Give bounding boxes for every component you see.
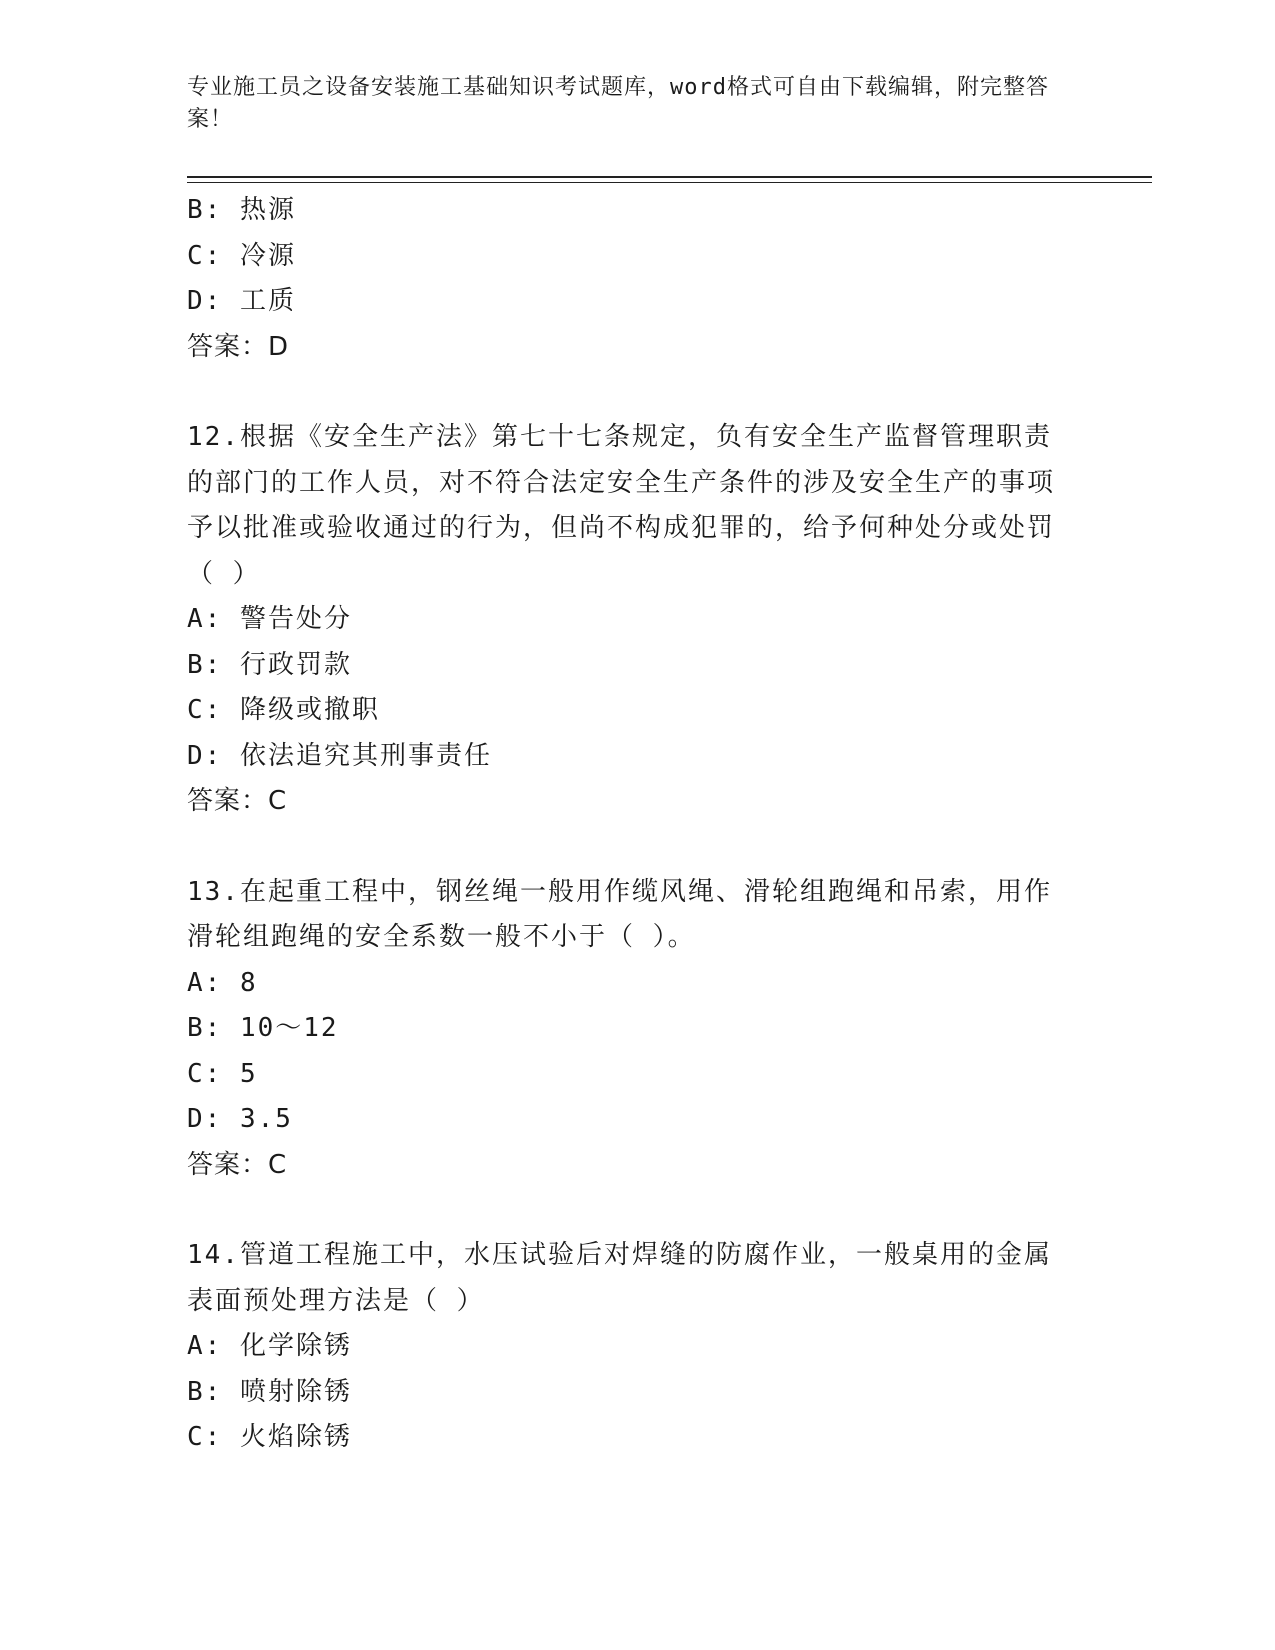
option-b: B: 喷射除锈 <box>187 1376 352 1407</box>
answer: 答案：D <box>187 331 290 362</box>
option-b: B: 10～12 <box>187 1013 339 1043</box>
spacer <box>187 370 1077 415</box>
option-d: D: 工质 <box>187 286 296 316</box>
header-divider-thick <box>187 176 1152 178</box>
option-c: C: 降级或撤职 <box>187 695 380 725</box>
header-title: 专业施工员之设备安装施工基础知识考试题库，word格式可自由下载编辑，附完整答案！ <box>187 75 1049 132</box>
option-a: A: 化学除锈 <box>187 1331 352 1361</box>
answer: 答案：C <box>187 786 288 816</box>
option-c: C: 5 <box>187 1058 258 1089</box>
header-divider-thin <box>187 182 1152 183</box>
question-stem: 14.管道工程施工中，水压试验后对焊缝的防腐作业，一般桌用的金属表面预处理方法是（ ） <box>187 1240 1052 1316</box>
option-c: C: 冷源 <box>187 240 296 271</box>
option-a: A: 8 <box>187 967 258 998</box>
prev-question-tail <box>187 188 1077 370</box>
option-d: D: 依法追究其刑事责任 <box>187 740 492 771</box>
document-header <box>187 72 1067 136</box>
spacer <box>187 825 1077 870</box>
document-body <box>187 188 1077 1461</box>
question-stem: 13.在起重工程中，钢丝绳一般用作缆风绳、滑轮组跑绳和吊索，用作滑轮组跑绳的安全系数一般不小于（ ）。 <box>187 876 1052 952</box>
option-b: B: 行政罚款 <box>187 649 352 680</box>
option-c: C: 火焰除锈 <box>187 1422 352 1452</box>
option-a: A: 警告处分 <box>187 604 352 634</box>
option-b: B: 热源 <box>187 195 296 225</box>
question-stem: 12.根据《安全生产法》第七十七条规定，负有安全生产监督管理职责的部门的工作人员，对不符合法定安全生产条件的涉及安全生产的事项予以批准或验收通过的行为，但尚不构成犯罪的，给予何种处分或处罚（ ） <box>187 422 1056 589</box>
question-14 <box>187 1233 1077 1461</box>
question-12 <box>187 415 1077 825</box>
answer: 答案：C <box>187 1149 288 1180</box>
question-13 <box>187 870 1077 1189</box>
spacer <box>187 1188 1077 1233</box>
option-d: D: 3.5 <box>187 1104 293 1134</box>
